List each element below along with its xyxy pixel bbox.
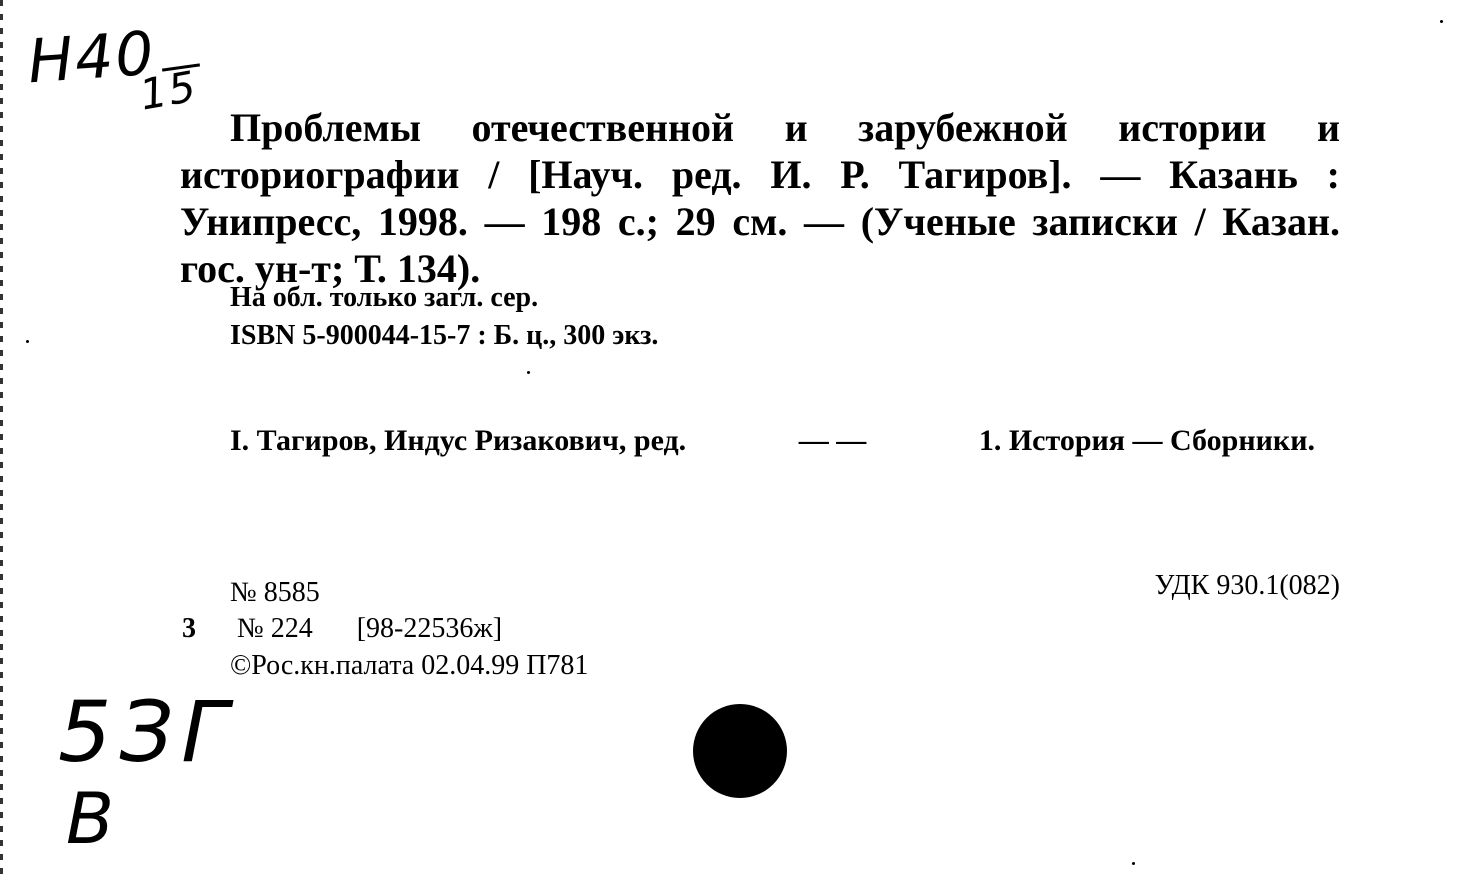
handwritten-shelf-subcode: 15 — [136, 61, 202, 120]
scan-speck — [26, 340, 29, 343]
bibliographic-description: Проблемы отечественной и зарубежной истории и историографии / [Науч. ред. И. Р. Тагиров]. — Казань : Унипресс, 1998. — 198 с.; 29 см. — (Ученые записки / Казан. гос. ун-т; Т. 134). — [180, 105, 1340, 291]
tracing-subject: 1. История — Сборники. — [978, 424, 1315, 457]
card-hole-dot — [693, 704, 787, 798]
tracing-separator: — — — [798, 424, 867, 457]
handwritten-shelf-code: Н40 — [25, 18, 158, 98]
tracing-line — [230, 424, 1315, 458]
copyright-line: ©Рос.кн.палата 02.04.99 П781 — [230, 650, 589, 681]
registration-number: № 8585 — [230, 577, 320, 608]
scan-speck — [1132, 862, 1135, 865]
udk-code: УДК 930.1(082) — [1154, 570, 1340, 601]
isbn-line: ISBN 5-900044-15-7 : Б. ц., 300 экз. — [230, 320, 659, 351]
handwritten-bottom-code: 5ЗГ — [58, 683, 237, 781]
annotation-note: На обл. только загл. сер. — [230, 282, 539, 313]
scan-speck — [527, 371, 530, 374]
statistics-line — [182, 613, 502, 645]
stat-number: № 224 — [237, 613, 313, 644]
scan-speck — [1440, 20, 1443, 23]
stat-code: [98-22536ж] — [356, 613, 503, 644]
tracing-editor: I. Тагиров, Индус Ризакович, ред. — [230, 424, 687, 457]
handwritten-bottom-letter: В — [66, 778, 117, 860]
stat-digit: 3 — [182, 613, 196, 644]
scan-edge — [0, 0, 3, 880]
